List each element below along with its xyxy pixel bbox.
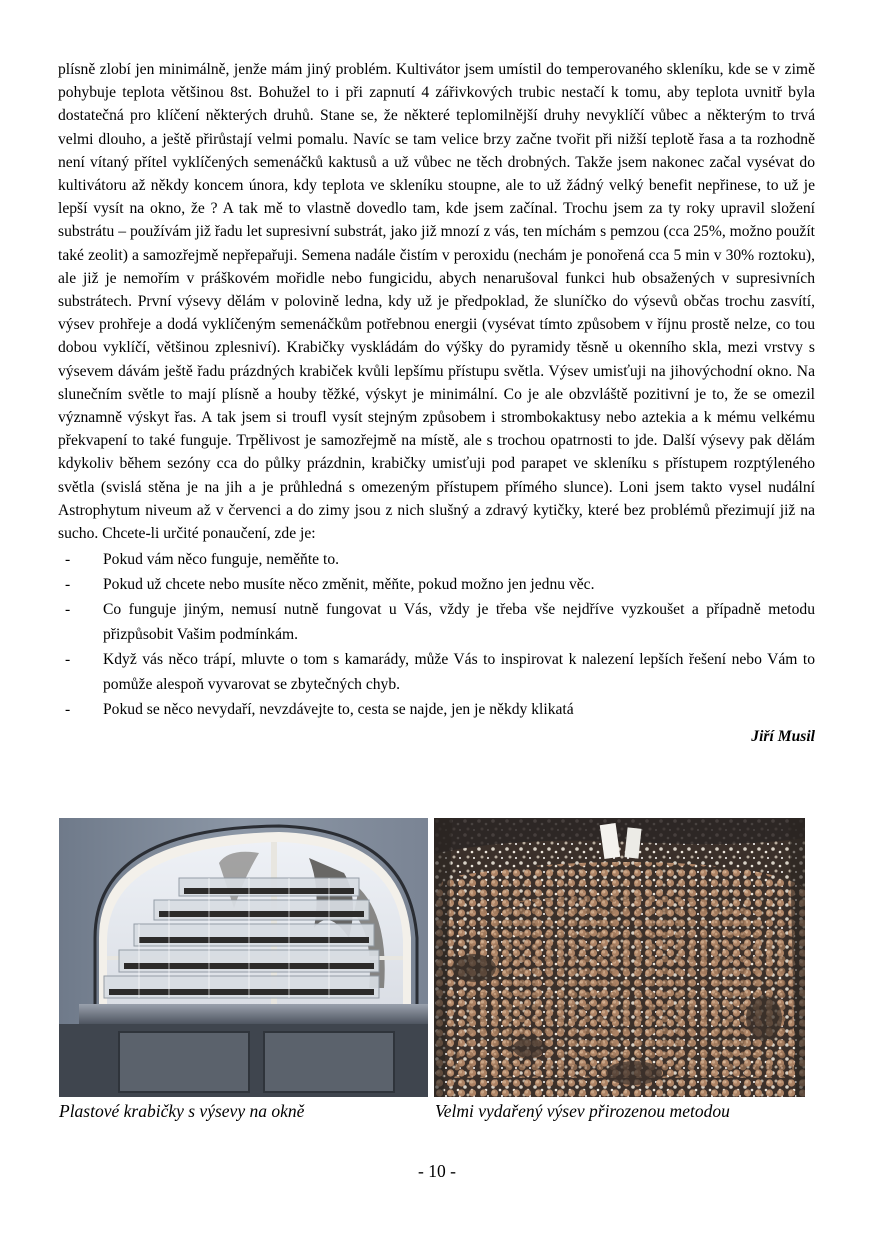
bullet-dash: - — [65, 701, 71, 719]
article-paragraph: plísně zlobí jen minimálně, jenže mám jiný problém. Kultivátor jsem umístil do temperovaného skleníku, kde se v zimě pohybuje teplota většinou 8st. Bohužel to i při zapnutí 4 zářivkových trubic nestačí k tomu, aby teplota uvnitř byla dostatečná pro klíčení některých druhů. Stane se, že některé teplomilnější druhy nevyklíčí vůbec a některým to trvá velmi dlouho, a ještě přirůstají velmi pomalu. Navíc se tam velice brzy začne tvořit při nižší teplotě řasa a ta rozhodně není vítaný přítel vyklíčených semenáčků kaktusů a už vůbec ne těch drobných. Takže jsem nakonec začal vysévat do kultivátoru až někdy koncem února, kdy teplota ve skleníku stoupne, ale to už žádný velký benefit nepřinese, to už je lepší vysít na okno, že ? A tak mě to vlastně dovedlo tam, kde jsem začínal. Trochu jsem za ty roky upravil složení substrátu – používám již řadu let supresivní substrát, jako již mnozí z vás, ten míchám s pemzou (cca 25%, možno použít také zeolit) a samozřejmě nepřepařuji. Semena nadále čistím v peroxidu (nechám je ponořená cca 5 min v 30% roztoku), ale již je nemořím v práškovém mořidle nebo fungicidu, abych nenarušoval funkci hub obsažených v supresivních substrátech. První výsevy dělám v polovině ledna, kdy už je předpoklad, že sluníčko do výsevů občas trochu zasvítí, výsev prohřeje a dodá vyklíčeným semenáčkům potřebnou energii (vysévat tímto způsobem v říjnu prostě nelze, co tou dobou vyklíčí, většinou zplesniví). Krabičky vyskládám do výšky do pyramidy těsně u okenního skla, mezi vrstvy s výsevem dávám ještě řadu prázdných krabiček kvůli lepšímu přístupu světla. Výsev umisťuji na jihovýchodní okno. Na slunečním světle to mají plísně a houby těžké, výskyt je minimální. Co je ale obzvláště pozitivní je to, že se omezil významně výskyt řas. A tak jsem si troufl vysít stejným způsobem i strombokaktusy nebo aztekia a k mému velkému překvapení to také funguje. Trpělivost je samozřejmě na místě, ale s trochou opatrnosti to jde. Další výsevy pak dělám kdykoliv během sezóny cca do půlky prázdnin, krabičky umisťuji pod parapet ve skleníku s přístupem rozptýleného světla (svislá stěna je na jih a je průhledná s omezeným přístupem přímého slunce). Loni jsem takto vysel nudální Astrophytum niveum až v červenci a do zimy jsou z nich slušný a zdravý kytičky, které bez problémů přezimují již na sucho. Chcete-li určité ponaučení, zde je: — [58, 61, 815, 543]
list-item — [58, 572, 815, 597]
seedlings-image — [434, 818, 805, 1097]
list-item-text: Když vás něco trápí, mluvte o tom s kamarády, může Vás to inspirovat k nalezení lepších řešení nebo Vám to pomůže alespoň vyvarovat se zbytečných chyb. — [103, 651, 815, 694]
list-item-text: Pokud se něco nevydaří, nevzdávejte to, cesta se najde, jen je někdy klikatá — [103, 701, 574, 719]
window-boxes-photo — [59, 818, 428, 1097]
list-item — [58, 547, 815, 572]
list-item-text: Pokud vám něco funguje, neměňte to. — [103, 551, 340, 569]
article-body — [58, 58, 815, 748]
figure-caption: Velmi vydařený výsev přirozenou metodou — [435, 1101, 730, 1121]
list-item — [58, 597, 815, 647]
list-item — [58, 697, 815, 722]
bullet-dash: - — [65, 551, 71, 569]
window-boxes-image — [59, 818, 428, 1097]
seedlings-photo — [434, 818, 805, 1097]
bullet-dash: - — [65, 601, 71, 619]
list-item — [58, 647, 815, 697]
advice-list — [58, 547, 815, 722]
bullet-dash: - — [65, 651, 71, 669]
figure-caption: Plastové krabičky s výsevy na okně — [59, 1101, 305, 1121]
bullet-dash: - — [65, 576, 71, 594]
list-item-text: Co funguje jiným, nemusí nutně fungovat u Vás, vždy je třeba vše nejdříve vyzkoušet a případně metodu přizpůsobit Vašim podmínkám. — [103, 601, 815, 644]
list-item-text: Pokud už chcete nebo musíte něco změnit, měňte, pokud možno jen jednu věc. — [103, 576, 595, 594]
page-number: - 10 - — [418, 1161, 456, 1181]
author-signature: Jiří Musil — [751, 728, 815, 746]
